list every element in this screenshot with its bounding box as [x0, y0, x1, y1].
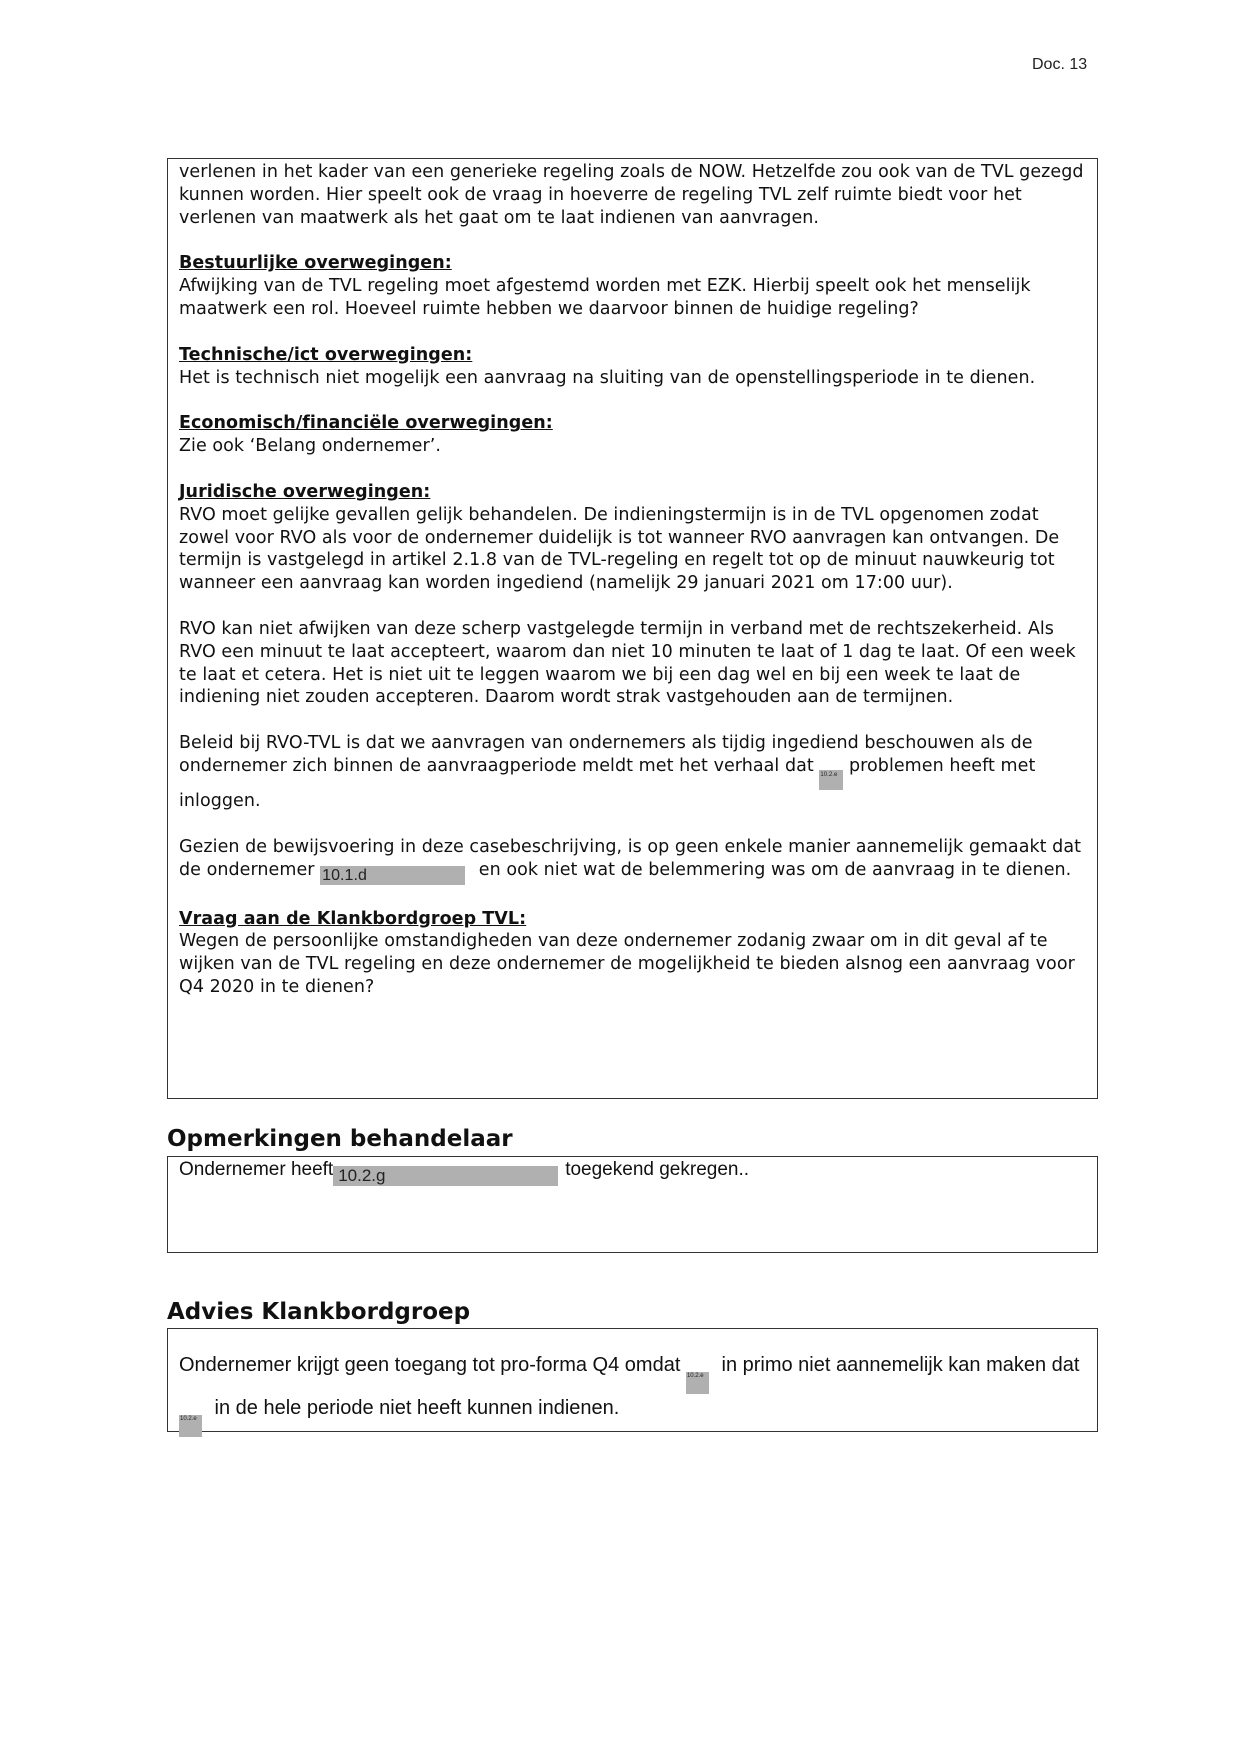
- opmerkingen-text: [179, 1157, 1086, 1186]
- technisch-section: [179, 344, 1087, 390]
- redaction-block: 10.2.g: [333, 1166, 558, 1186]
- technisch-text: Het is technisch niet mogelijk een aanvraag na sluiting van de openstellingsperiode in te dienen.: [179, 367, 1036, 388]
- redaction-block: 10.1.d: [320, 866, 465, 885]
- technisch-heading: Technische/ict overwegingen:: [179, 344, 473, 365]
- redaction-block: 10.2.e: [179, 1415, 202, 1437]
- advies-text-c: in de hele periode niet heeft kunnen indienen.: [209, 1397, 620, 1419]
- economisch-heading: Economisch/financiële overwegingen:: [179, 413, 553, 434]
- juridisch-paragraph-2: RVO kan niet afwijken van deze scherp vastgelegde termijn in verband met de rechtszekerheid. Als RVO een minuut te laat accepteert, waarom dan niet 10 minuten te laat of 1 dag te laat. Of een week te laat et cetera. Het is niet uit te leggen waarom we bij een dag wel en bij een week te laat de indiening niet zouden accepteren. Daarom wordt strak vastgehouden aan de termijnen.: [179, 618, 1076, 708]
- redaction-block: 10.2.e: [686, 1372, 709, 1394]
- vraag-section: [179, 908, 1087, 999]
- bestuurlijk-heading: Bestuurlijke overwegingen:: [179, 253, 452, 274]
- advies-box: [167, 1328, 1098, 1432]
- bestuurlijk-section: [179, 252, 1087, 320]
- opmerkingen-title: Opmerkingen behandelaar: [167, 1126, 513, 1152]
- advies-text-b: in primo niet aannemelijk kan maken dat: [715, 1354, 1080, 1376]
- advies-title: Advies Klankbordgroep: [167, 1299, 471, 1325]
- opmerkingen-box: [167, 1156, 1098, 1253]
- juridisch-section: [179, 481, 1087, 595]
- juridisch-paragraph-3: [179, 732, 1087, 813]
- document-label: Doc. 13: [1032, 56, 1088, 73]
- juridisch-heading: Juridische overwegingen:: [179, 481, 431, 502]
- vraag-text: Wegen de persoonlijke omstandigheden van deze ondernemer zodanig zwaar om in dit geval af te wijken van de TVL regeling en deze ondernemer de mogelijkheid te bieden alsnog een aanvraag voor Q4 2020 in te dienen?: [179, 931, 1075, 997]
- advies-text: [179, 1351, 1086, 1437]
- bestuurlijk-text: Afwijking van de TVL regeling moet afgestemd worden met EZK. Hierbij speelt ook het menselijk maatwerk een rol. Hoeveel ruimte hebben we daarvoor binnen de huidige regeling?: [179, 276, 1031, 319]
- opmerkingen-text-a: Ondernemer heeft: [179, 1159, 334, 1180]
- para3-text-a: Beleid bij RVO-TVL is dat we aanvragen van ondernemers als tijdig ingediend beschouwen als de ondernemer zich binnen de aanvraagperiode meldt met het verhaal dat: [179, 733, 1033, 776]
- para3-text-b: problemen heeft met inloggen.: [179, 755, 1036, 811]
- case-description-box: [167, 158, 1098, 1099]
- para4-text-b: en ook niet wat de belemmering was om de aanvraag in te dienen.: [473, 859, 1072, 880]
- advies-text-a: Ondernemer krijgt geen toegang tot pro-forma Q4 omdat: [179, 1354, 686, 1376]
- juridisch-paragraph-4: [179, 836, 1087, 885]
- intro-paragraph: verlenen in het kader van een generieke regeling zoals de NOW. Hetzelfde zou ook van de TVL gezegd kunnen worden. Hier speelt ook de vraag in hoeverre de regeling TVL zelf ruimte biedt voor het verlenen van maatwerk als het gaat om te laat indienen van aanvragen.: [179, 162, 1084, 228]
- juridisch-text: RVO moet gelijke gevallen gelijk behandelen. De indieningstermijn is in de TVL opgenomen zodat zowel voor RVO als voor de ondernemer duidelijk is tot wanneer RVO aanvragen kan ontvangen. De termijn is vastgelegd in artikel 2.1.8 van de TVL-regeling en regelt tot op de minuut nauwkeurig tot wanneer een aanvraag kan worden ingediend (namelijk 29 januari 2021 om 17:00 uur).: [179, 504, 1060, 594]
- para4-text-a: Gezien de bewijsvoering in deze casebeschrijving, is op geen enkele manier aannemelijk gemaakt dat de ondernemer: [179, 836, 1082, 880]
- redaction-block: 10.2.e: [819, 770, 843, 790]
- economisch-section: [179, 412, 1087, 458]
- opmerkingen-text-b: toegekend gekregen..: [565, 1159, 750, 1180]
- vraag-heading: Vraag aan de Klankbordgroep TVL:: [179, 908, 527, 929]
- economisch-text: Zie ook ‘Belang ondernemer’.: [179, 436, 441, 457]
